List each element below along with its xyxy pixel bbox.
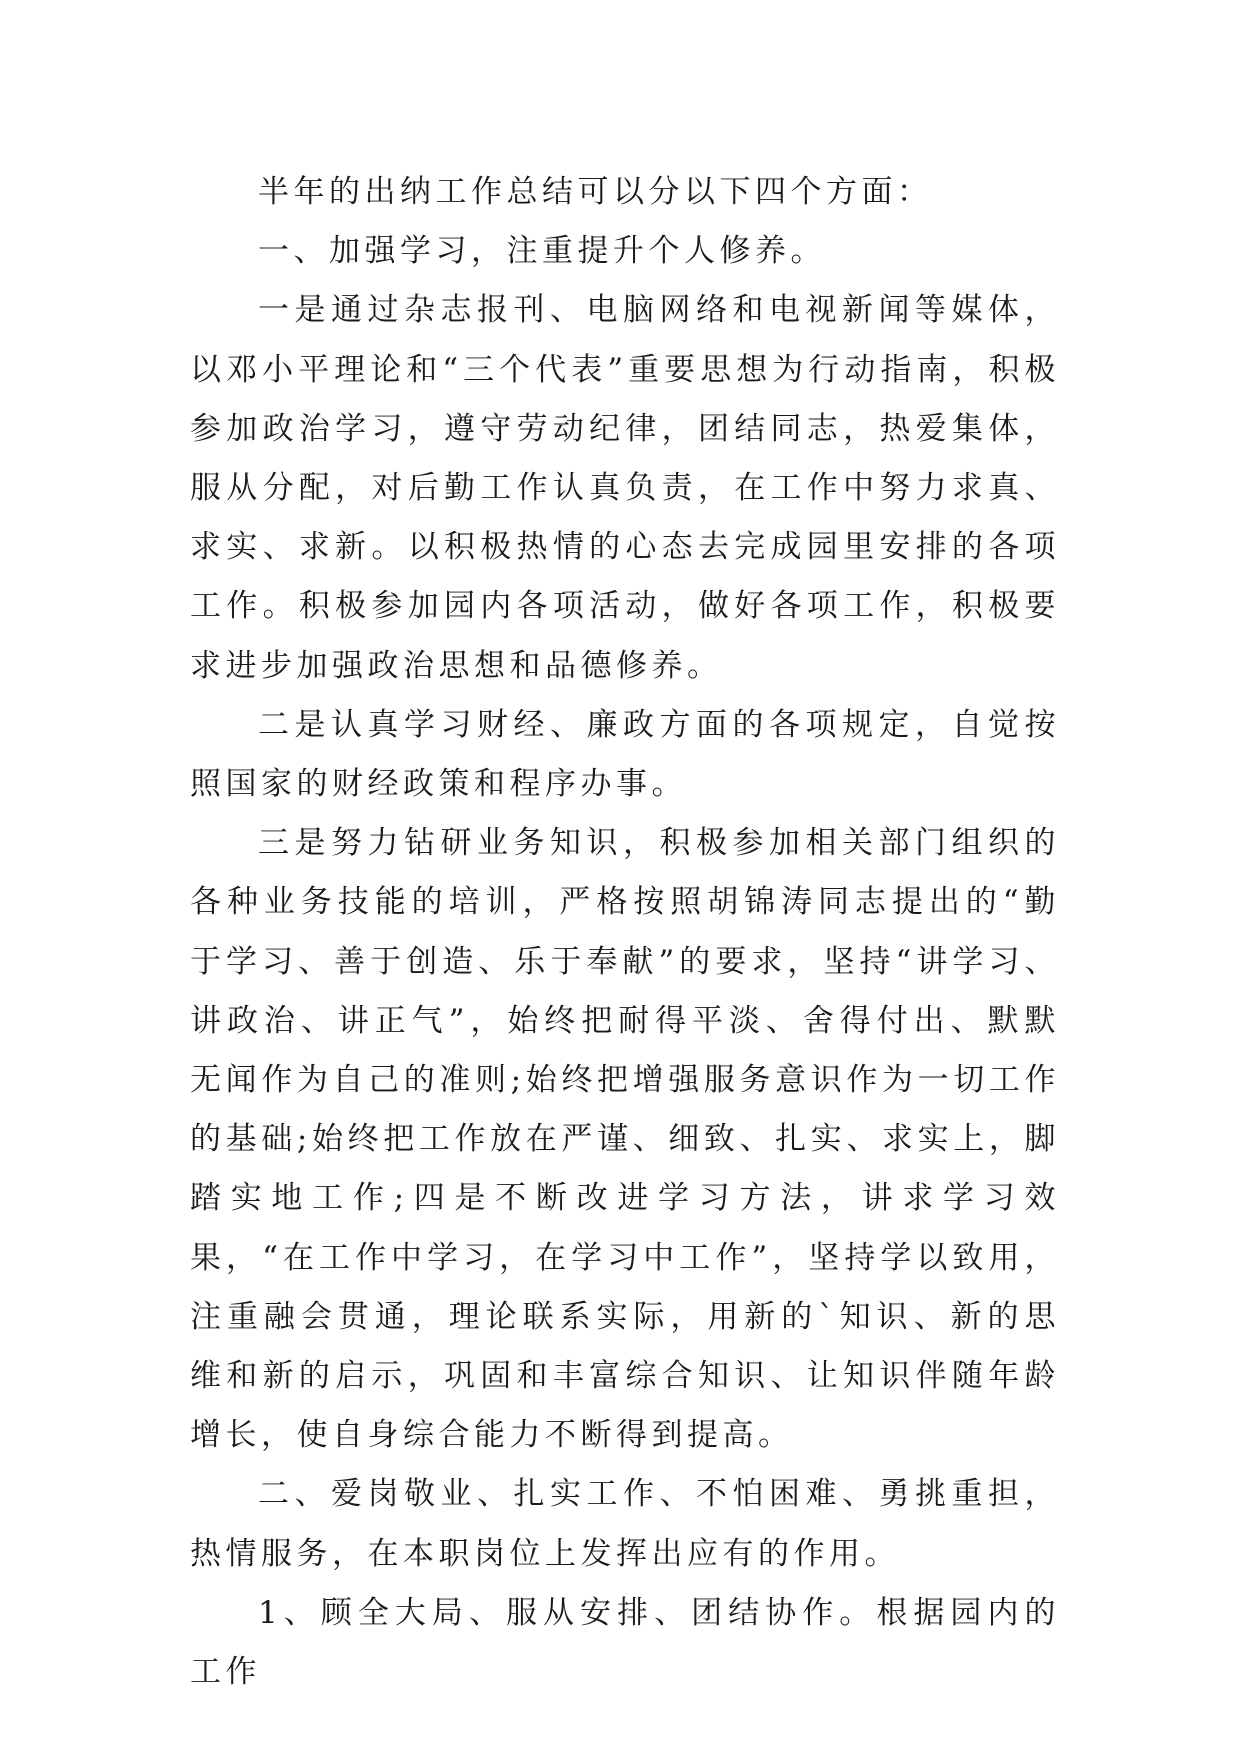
section-one-heading: 一、加强学习，注重提升个人修养。 — [258, 233, 826, 270]
point-three-paragraph: 三是努力钻研业务知识，积极参加相关部门组织的各种业务技能的培训，严格按照胡锦涛同志提出的“勤于学习、善于创造、乐于奉献”的要求，坚持“讲学习、讲政治、讲正气”，始终把耐得平淡、舍得付出、默默无闻作为自己的准则;始终把增强服务意识作为一切工作的基础;始终把工作放在严谨、细致、扎实、求实上，脚踏实地工作;四是不断改进学习方法，讲求学习效果，“在工作中学习，在学习中工作”，坚持学以致用，注重融会贯通，理论联系实际，用新的`知识、新的思维和新的启示，巩固和丰富综合知识、让知识伴随年龄增长，使自身综合能力不断得到提高。 — [190, 825, 1060, 1454]
point-two-paragraph: 二是认真学习财经、廉政方面的各项规定，自觉按照国家的财经政策和程序办事。 — [190, 706, 1060, 803]
point-one-paragraph: 一是通过杂志报刊、电脑网络和电视新闻等媒体，以邓小平理论和“三个代表”重要思想为行动指南，积极参加政治学习，遵守劳动纪律，团结同志，热爱集体，服从分配，对后勤工作认真负责，在工作中努力求真、求实、求新。以积极热情的心态去完成园里安排的各项工作。积极参加园内各项活动，做好各项工作，积极要求进步加强政治思想和品德修养。 — [190, 292, 1060, 684]
document-body — [190, 163, 1060, 1702]
item-one-paragraph: 1、顾全大局、服从安排、团结协作。根据园内的工作 — [190, 1594, 1060, 1691]
section-two-heading: 二、爱岗敬业、扎实工作、不怕困难、勇挑重担，热情服务，在本职岗位上发挥出应有的作用。 — [190, 1476, 1060, 1572]
intro-paragraph: 半年的出纳工作总结可以分以下四个方面： — [258, 174, 933, 210]
